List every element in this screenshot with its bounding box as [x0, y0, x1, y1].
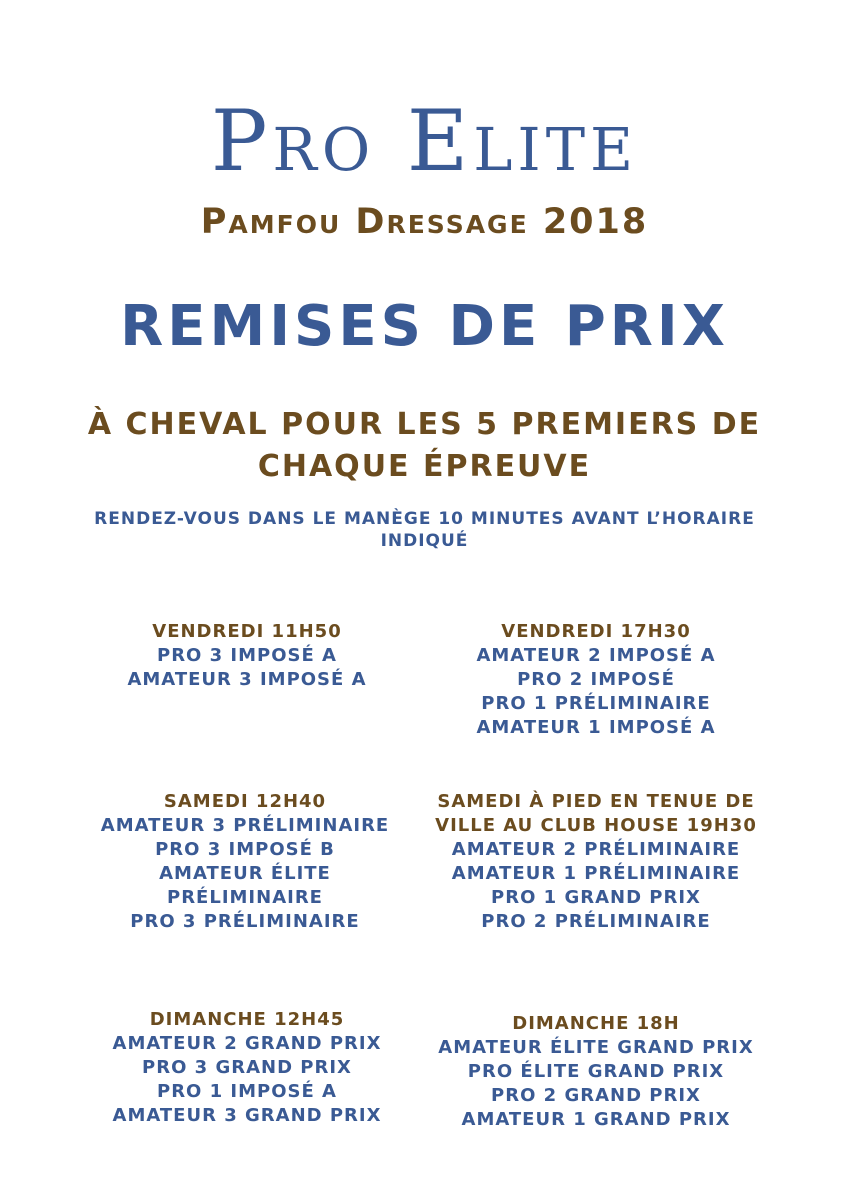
- event-item: AMATEUR 1 IMPOSÉ A: [476, 717, 716, 738]
- ceremony-subheading: À CHEVAL POUR LES 5 PREMIERS DE CHAQUE ÉPREUVE: [87, 407, 762, 484]
- event-item: PRO 2 PRÉLIMINAIRE: [481, 911, 711, 932]
- session-block-saturday-evening: [426, 790, 766, 934]
- session-time: SAMEDI À PIED EN TENUE DE VILLE AU CLUB HOUSE 19H30: [435, 791, 757, 836]
- event-item: PRO 3 IMPOSÉ B: [155, 839, 335, 860]
- event-item: AMATEUR 1 GRAND PRIX: [461, 1109, 731, 1130]
- event-item: PRO ÉLITE GRAND PRIX: [467, 1061, 725, 1082]
- event-item: AMATEUR 3 PRÉLIMINAIRE: [100, 815, 390, 836]
- session-time: DIMANCHE 18H: [512, 1013, 680, 1034]
- event-item: PRO 2 IMPOSÉ: [517, 669, 675, 690]
- session-time: SAMEDI 12H40: [163, 791, 327, 812]
- session-block-saturday-noon: [100, 790, 390, 934]
- section-heading: REMISES DE PRIX: [120, 294, 729, 359]
- event-item: AMATEUR 3 IMPOSÉ A: [127, 669, 367, 690]
- session-block-sunday-evening: [438, 1012, 754, 1132]
- session-time: VENDREDI 11H50: [152, 621, 342, 642]
- session-block-friday-evening: [436, 620, 756, 740]
- meeting-note: RENDEZ-VOUS DANS LE MANÈGE 10 MINUTES AVANT L’HORAIRE INDIQUÉ: [94, 509, 755, 551]
- event-item: AMATEUR 2 PRÉLIMINAIRE: [451, 839, 741, 860]
- event-item: PRO 1 PRÉLIMINAIRE: [481, 693, 711, 714]
- event-item: PRO 3 GRAND PRIX: [142, 1057, 352, 1078]
- event-item: PRO 1 IMPOSÉ A: [157, 1081, 337, 1102]
- session-block-friday-morning: [92, 620, 402, 692]
- event-item: AMATEUR 1 PRÉLIMINAIRE: [451, 863, 741, 884]
- event-item: AMATEUR 2 GRAND PRIX: [112, 1033, 382, 1054]
- event-item: AMATEUR ÉLITE GRAND PRIX: [438, 1037, 754, 1058]
- event-subtitle: Pamfou Dressage 2018: [200, 202, 649, 242]
- session-block-sunday-noon: [82, 1008, 412, 1128]
- event-item: PRO 1 GRAND PRIX: [491, 887, 701, 908]
- event-item: PRO 2 GRAND PRIX: [491, 1085, 701, 1106]
- session-time: VENDREDI 17H30: [501, 621, 691, 642]
- event-item: AMATEUR 2 IMPOSÉ A: [476, 645, 716, 666]
- event-item: PRO 3 PRÉLIMINAIRE: [130, 911, 360, 932]
- event-item: AMATEUR ÉLITE PRÉLIMINAIRE: [159, 863, 331, 908]
- session-time: DIMANCHE 12H45: [149, 1009, 345, 1030]
- page-title: Pro Elite: [210, 92, 639, 190]
- event-item: PRO 3 IMPOSÉ A: [157, 645, 337, 666]
- event-item: AMATEUR 3 GRAND PRIX: [112, 1105, 382, 1126]
